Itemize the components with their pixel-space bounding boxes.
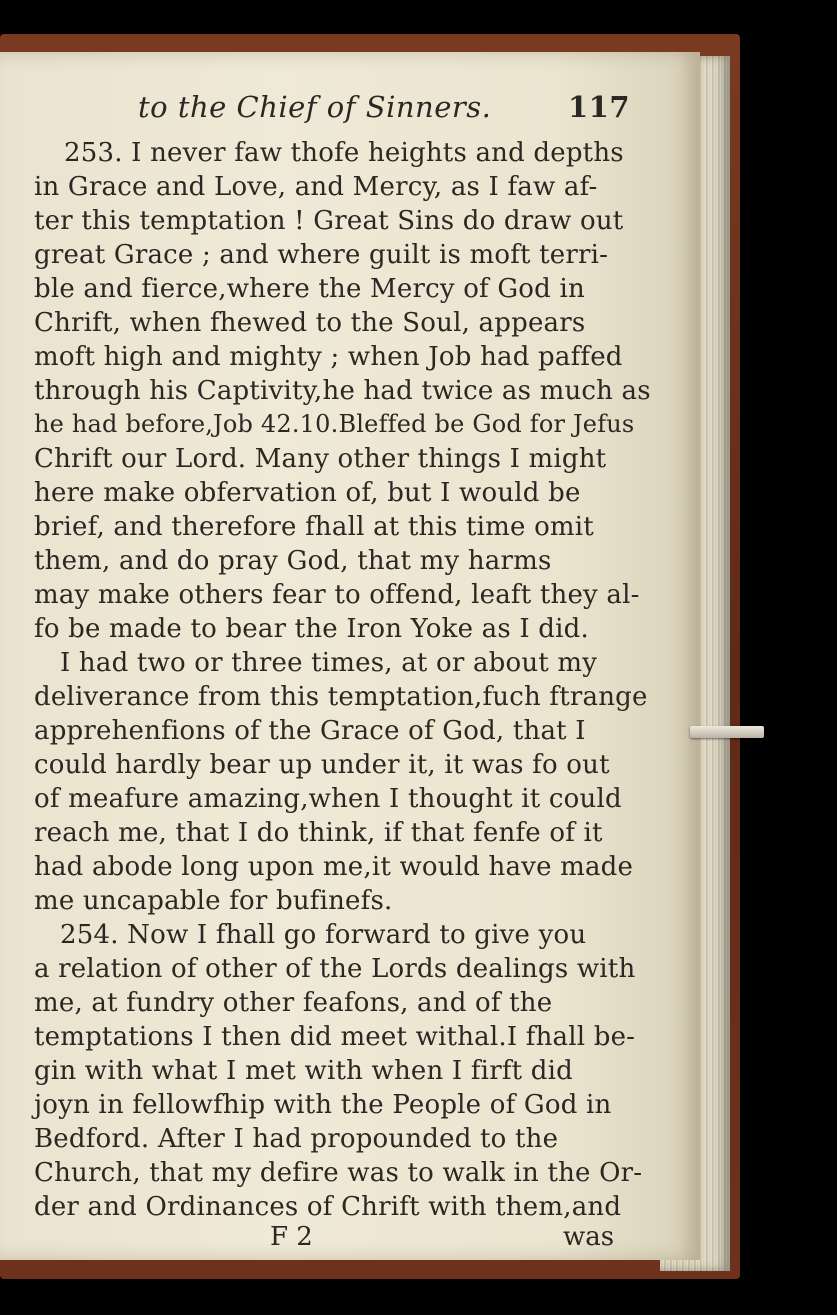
text-line: Bedford. After I had propounded to the <box>34 1124 559 1154</box>
text-line: apprehenfions of the Grace of God, that I <box>34 716 586 746</box>
text-line: der and Ordinances of Chrift with them,and <box>34 1192 622 1222</box>
running-title: to the Chief of Sinners. <box>138 90 492 124</box>
text-line: Church, that my defire was to walk in the Or- <box>34 1158 643 1188</box>
text-line: Chrift, when fhewed to the Soul, appears <box>34 308 586 338</box>
text-line: a relation of other of the Lords dealings with <box>34 954 636 984</box>
text-line: great Grace ; and where guilt is moft terri- <box>34 240 609 270</box>
text-line: temptations I then did meet withal.I fhall be- <box>34 1022 636 1052</box>
text-line: them, and do pray God, that my harms <box>34 546 552 576</box>
text-line: ble and fierce,where the Mercy of God in <box>34 274 585 304</box>
text-line: me, at fundry other feafons, and of the <box>34 988 553 1018</box>
text-line: in Grace and Love, and Mercy, as I faw af- <box>34 172 598 202</box>
text-line: he had before,Job 42.10.Bleffed be God for Jefus <box>34 410 635 438</box>
signature-mark: F 2 <box>270 1222 313 1252</box>
text-line: ter this temptation ! Great Sins do draw out <box>34 206 624 236</box>
text-line: gin with what I met with when I firft did <box>34 1056 573 1086</box>
text-line: here make obfervation of, but I would be <box>34 478 581 508</box>
text-line: could hardly bear up under it, it was fo out <box>34 750 610 780</box>
text-line: me uncapable for bufinefs. <box>34 886 393 916</box>
text-line: 253. I never faw thofe heights and depths <box>64 138 624 168</box>
text-line: deliverance from this temptation,fuch ftrange <box>34 682 648 712</box>
text-line: joyn in fellowfhip with the People of God in <box>34 1090 612 1120</box>
text-line: reach me, that I do think, if that fenfe of it <box>34 818 603 848</box>
text-line: through his Captivity,he had twice as much as <box>34 376 651 406</box>
text-line: had abode long upon me,it would have made <box>34 852 634 882</box>
bookmark-ribbon <box>690 726 764 738</box>
text-line: Chrift our Lord. Many other things I might <box>34 444 607 474</box>
book-page <box>0 52 700 1260</box>
page-text <box>0 52 700 1260</box>
text-line: may make others fear to offend, leaft they al- <box>34 580 640 610</box>
text-line: moft high and mighty ; when Job had paffed <box>34 342 623 372</box>
text-line: of meafure amazing,when I thought it could <box>34 784 622 814</box>
text-line: I had two or three times, at or about my <box>60 648 598 678</box>
text-line: fo be made to bear the Iron Yoke as I did. <box>34 614 589 644</box>
text-line: 254. Now I fhall go forward to give you <box>60 920 587 950</box>
page-number: 117 <box>568 90 631 124</box>
text-line: brief, and therefore fhall at this time omit <box>34 512 594 542</box>
catchword: was <box>563 1222 615 1252</box>
running-header <box>138 90 638 124</box>
